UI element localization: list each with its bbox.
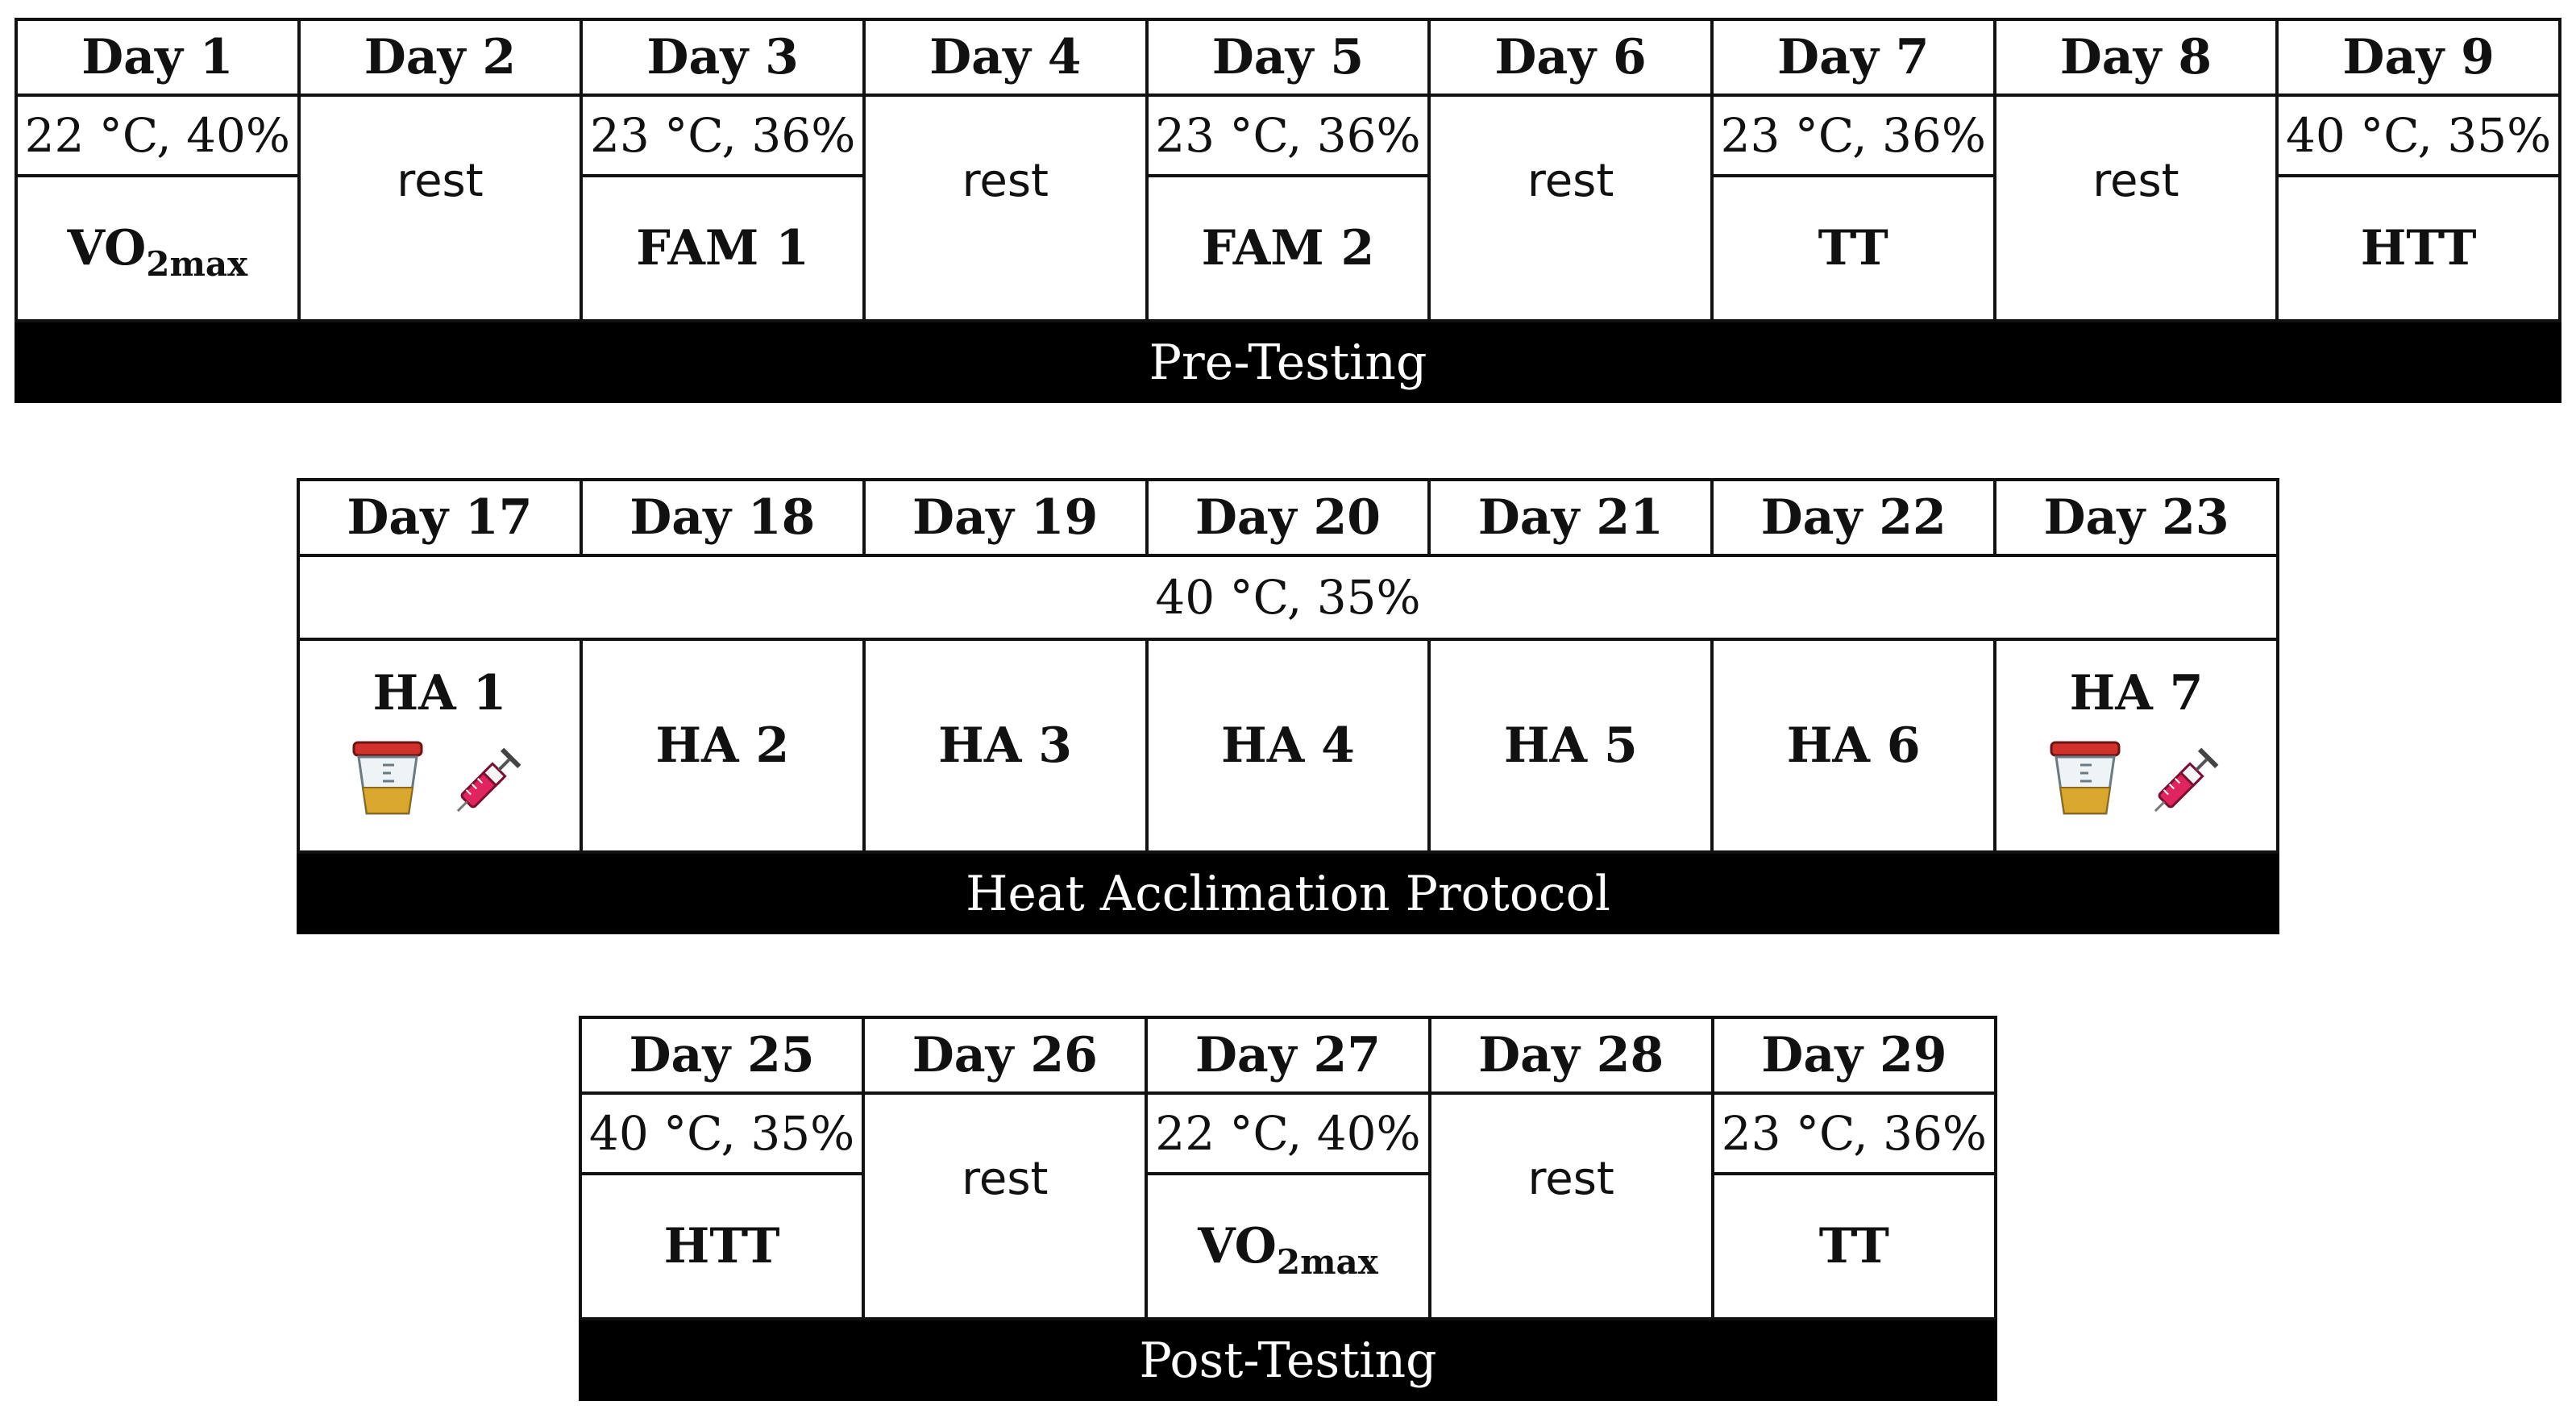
vo2max-main: VO (67, 220, 147, 276)
day-header: Day 7 (1712, 19, 1995, 95)
session-label: HA 2 (655, 717, 790, 774)
day-header: Day 21 (1429, 480, 1712, 555)
condition-cell: 40 °C, 35% (2277, 95, 2560, 176)
rest-label: rest (397, 155, 484, 207)
day-header: Day 19 (864, 480, 1147, 555)
pre-testing-panel (15, 18, 2561, 403)
blood-syringe-icon (442, 738, 531, 826)
vo2max-label (67, 220, 248, 284)
urine-sample-cup-icon (347, 738, 428, 818)
blood-syringe-icon (2140, 738, 2229, 826)
day-header: Day 9 (2277, 19, 2560, 95)
ha-session-cell (1429, 639, 1712, 852)
day-header: Day 17 (298, 480, 581, 555)
heat-acclimation-banner: Heat Acclimation Protocol (297, 854, 2279, 934)
ha-session-cell (581, 639, 864, 852)
sample-icons (300, 738, 580, 826)
post-testing-banner: Post-Testing (579, 1320, 1997, 1401)
rest-cell (1429, 95, 1712, 321)
sample-icons (1996, 738, 2276, 826)
day-header: Day 8 (1995, 19, 2278, 95)
day-header: Day 1 (16, 19, 299, 95)
condition-cell: 23 °C, 36% (1713, 1093, 1996, 1174)
activity-label: FAM 1 (636, 220, 809, 276)
urine-sample-cup-icon (2045, 738, 2125, 818)
session-label: HA 4 (1221, 717, 1355, 774)
vo2max-main: VO (1198, 1218, 1277, 1274)
post-testing-panel (579, 1016, 1997, 1401)
rest-cell (1995, 95, 2278, 321)
condition-cell: 23 °C, 36% (1147, 95, 1430, 176)
activity-cell (2277, 176, 2560, 321)
session-label: HA 1 (372, 665, 507, 721)
pre-testing-table (15, 18, 2561, 322)
activity-label: HTT (663, 1218, 780, 1274)
ha-session-cell (298, 639, 581, 852)
rest-label: rest (2092, 155, 2179, 207)
ha-session-cell (864, 639, 1147, 852)
day-header: Day 2 (299, 19, 582, 95)
rest-label: rest (962, 155, 1049, 207)
day-header: Day 25 (580, 1017, 863, 1093)
rest-label: rest (962, 1153, 1049, 1205)
condition-cell: 22 °C, 40% (1146, 1093, 1429, 1174)
condition-cell: 40 °C, 35% (580, 1093, 863, 1174)
day-header: Day 27 (1146, 1017, 1429, 1093)
heat-acclimation-table (297, 478, 2279, 854)
activity-label: TT (1818, 1218, 1889, 1274)
ha-session-cell (1147, 639, 1430, 852)
activity-cell (1712, 176, 1995, 321)
rest-cell (864, 95, 1147, 321)
activity-label: FAM 2 (1201, 220, 1375, 276)
ha-session-cell (1712, 639, 1995, 852)
activity-cell (1147, 176, 1430, 321)
session-label: HA 3 (938, 717, 1073, 774)
condition-cell: 23 °C, 36% (581, 95, 864, 176)
day-header: Day 5 (1147, 19, 1430, 95)
session-label: HA 7 (2069, 665, 2204, 721)
condition-cell: 23 °C, 36% (1712, 95, 1995, 176)
vo2max-label (1198, 1218, 1378, 1282)
condition-cell: 22 °C, 40% (16, 95, 299, 176)
heat-acclimation-panel (297, 478, 2279, 943)
activity-cell (16, 176, 299, 321)
rest-cell (1430, 1093, 1713, 1319)
day-header: Day 18 (581, 480, 864, 555)
day-header: Day 20 (1147, 480, 1430, 555)
rest-cell (863, 1093, 1146, 1319)
pre-testing-banner: Pre-Testing (15, 322, 2561, 403)
day-header: Day 6 (1429, 19, 1712, 95)
activity-cell (1146, 1174, 1429, 1319)
condition-cell: 40 °C, 35% (298, 555, 2278, 639)
day-header: Day 28 (1430, 1017, 1713, 1093)
post-testing-table (579, 1016, 1997, 1320)
day-header: Day 23 (1995, 480, 2278, 555)
ha-session-cell (1995, 639, 2278, 852)
rest-cell (299, 95, 582, 321)
rest-label: rest (1527, 1153, 1614, 1205)
activity-label: TT (1818, 220, 1888, 276)
vo2max-subscript: 2max (146, 244, 248, 284)
session-label: HA 6 (1786, 717, 1921, 774)
day-header: Day 3 (581, 19, 864, 95)
day-header: Day 26 (863, 1017, 1146, 1093)
activity-cell (580, 1174, 863, 1319)
activity-cell (581, 176, 864, 321)
day-header: Day 29 (1713, 1017, 1996, 1093)
vo2max-subscript: 2max (1276, 1242, 1378, 1282)
session-label: HA 5 (1503, 717, 1638, 774)
activity-label: HTT (2360, 220, 2477, 276)
rest-label: rest (1527, 155, 1614, 207)
day-header: Day 22 (1712, 480, 1995, 555)
activity-cell (1713, 1174, 1996, 1319)
day-header: Day 4 (864, 19, 1147, 95)
